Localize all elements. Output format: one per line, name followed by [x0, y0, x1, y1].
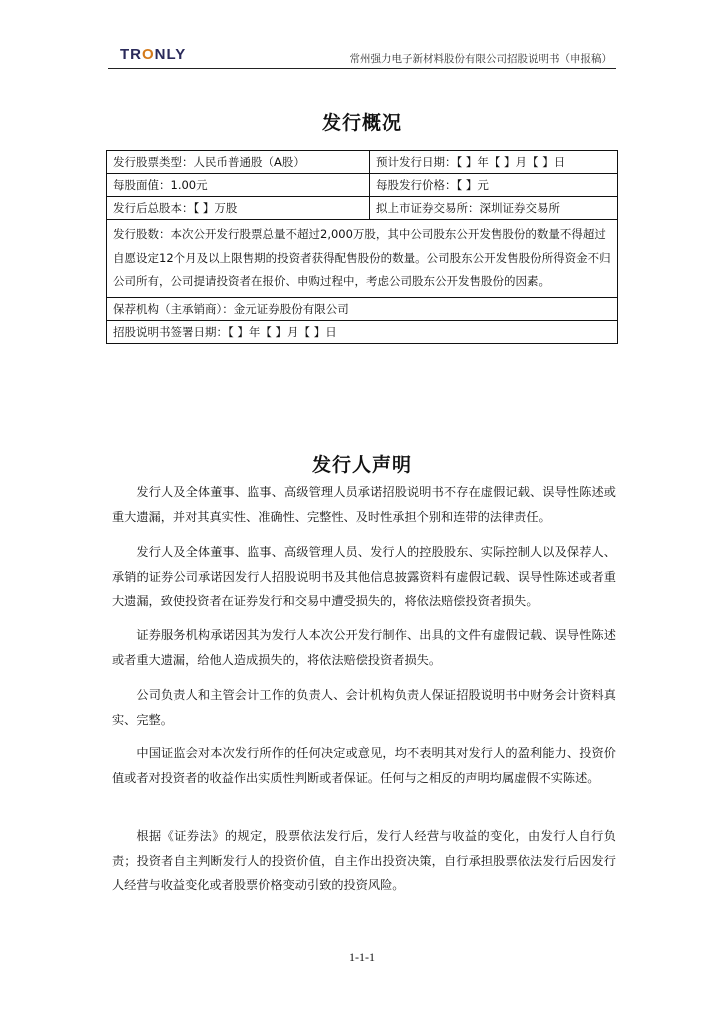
stock-type-cell: 发行股票类型：人民币普通股（A股）: [107, 151, 370, 174]
logo-o: O: [142, 46, 155, 63]
total-shares-cell: 发行后总股本：【 】万股: [107, 197, 370, 220]
table-row: [107, 197, 618, 220]
exchange-cell: 拟上市证券交易所：深圳证券交易所: [370, 197, 618, 220]
page-header: [108, 44, 616, 69]
par-value-cell: 每股面值：1.00元: [107, 174, 370, 197]
overview-title: 发行概况: [321, 112, 402, 134]
statement-title: 发行人声明: [311, 454, 412, 476]
company-logo: [120, 46, 186, 63]
statement-paragraph: 发行人及全体董事、监事、高级管理人员、发行人的控股股东、实际控制人以及保荐人、承销的证券公司承诺因发行人招股说明书及其他信息披露资料有虚假记载、误导性陈述或者重大遗漏，致使投资者在证券发行和交易中遭受损失的，将依法赔偿投资者损失。: [112, 545, 616, 608]
statement-paragraph: 中国证监会对本次发行所作的任何决定或意见，均不表明其对发行人的盈利能力、投资价值或者对投资者的收益作出实质性判断或者保证。任何与之相反的声明均属虚假不实陈述。: [112, 746, 616, 785]
sign-date-cell: 招股说明书签署日期：【 】年【 】月【 】日: [107, 320, 618, 343]
logo-prefix: TR: [120, 46, 142, 63]
table-row: [107, 297, 618, 320]
table-row: [107, 320, 618, 343]
page-number: 1-1-1: [349, 950, 375, 964]
header-title: 常州强力电子新材料股份有限公司招股说明书（申报稿）: [349, 53, 612, 65]
sponsor-cell: 保荐机构（主承销商）：金元证券股份有限公司: [107, 297, 618, 320]
statement-paragraph: 证券服务机构承诺因其为发行人本次公开发行制作、出具的文件有虚假记载、误导性陈述或者重大遗漏，给他人造成损失的，将依法赔偿投资者损失。: [112, 628, 616, 667]
statement-paragraph: 发行人及全体董事、监事、高级管理人员承诺招股说明书不存在虚假记载、误导性陈述或重大遗漏，并对其真实性、准确性、完整性、及时性承担个别和连带的法律责任。: [112, 485, 616, 524]
issue-price-cell: 每股发行价格：【 】元: [370, 174, 618, 197]
offering-summary-table: [106, 150, 618, 344]
table-row: [107, 174, 618, 197]
issue-date-cell: 预计发行日期：【 】年【 】月【 】日: [370, 151, 618, 174]
logo-suffix: NLY: [154, 46, 187, 63]
shares-issued-cell: 发行股数：本次公开发行股票总量不超过2,000万股，其中公司股东公开发售股份的数量不得超过自愿设定12个月及以上限售期的投资者获得配售股份的数量。公司股东公开发售股份所得资金不归公司所有，公司提请投资者在报价、申购过程中，考虑公司股东公开发售股份的因素。: [107, 220, 618, 298]
table-row: [107, 151, 618, 174]
statement-paragraph: 公司负责人和主管会计工作的负责人、会计机构负责人保证招股说明书中财务会计资料真实、完整。: [112, 688, 616, 727]
statement-paragraph: 根据《证券法》的规定，股票依法发行后，发行人经营与收益的变化，由发行人自行负责；投资者自主判断发行人的投资价值，自主作出投资决策，自行承担股票依法发行后因发行人经营与收益变化或者股票价格变动引致的投资风险。: [112, 829, 616, 892]
table-row: [107, 220, 618, 298]
